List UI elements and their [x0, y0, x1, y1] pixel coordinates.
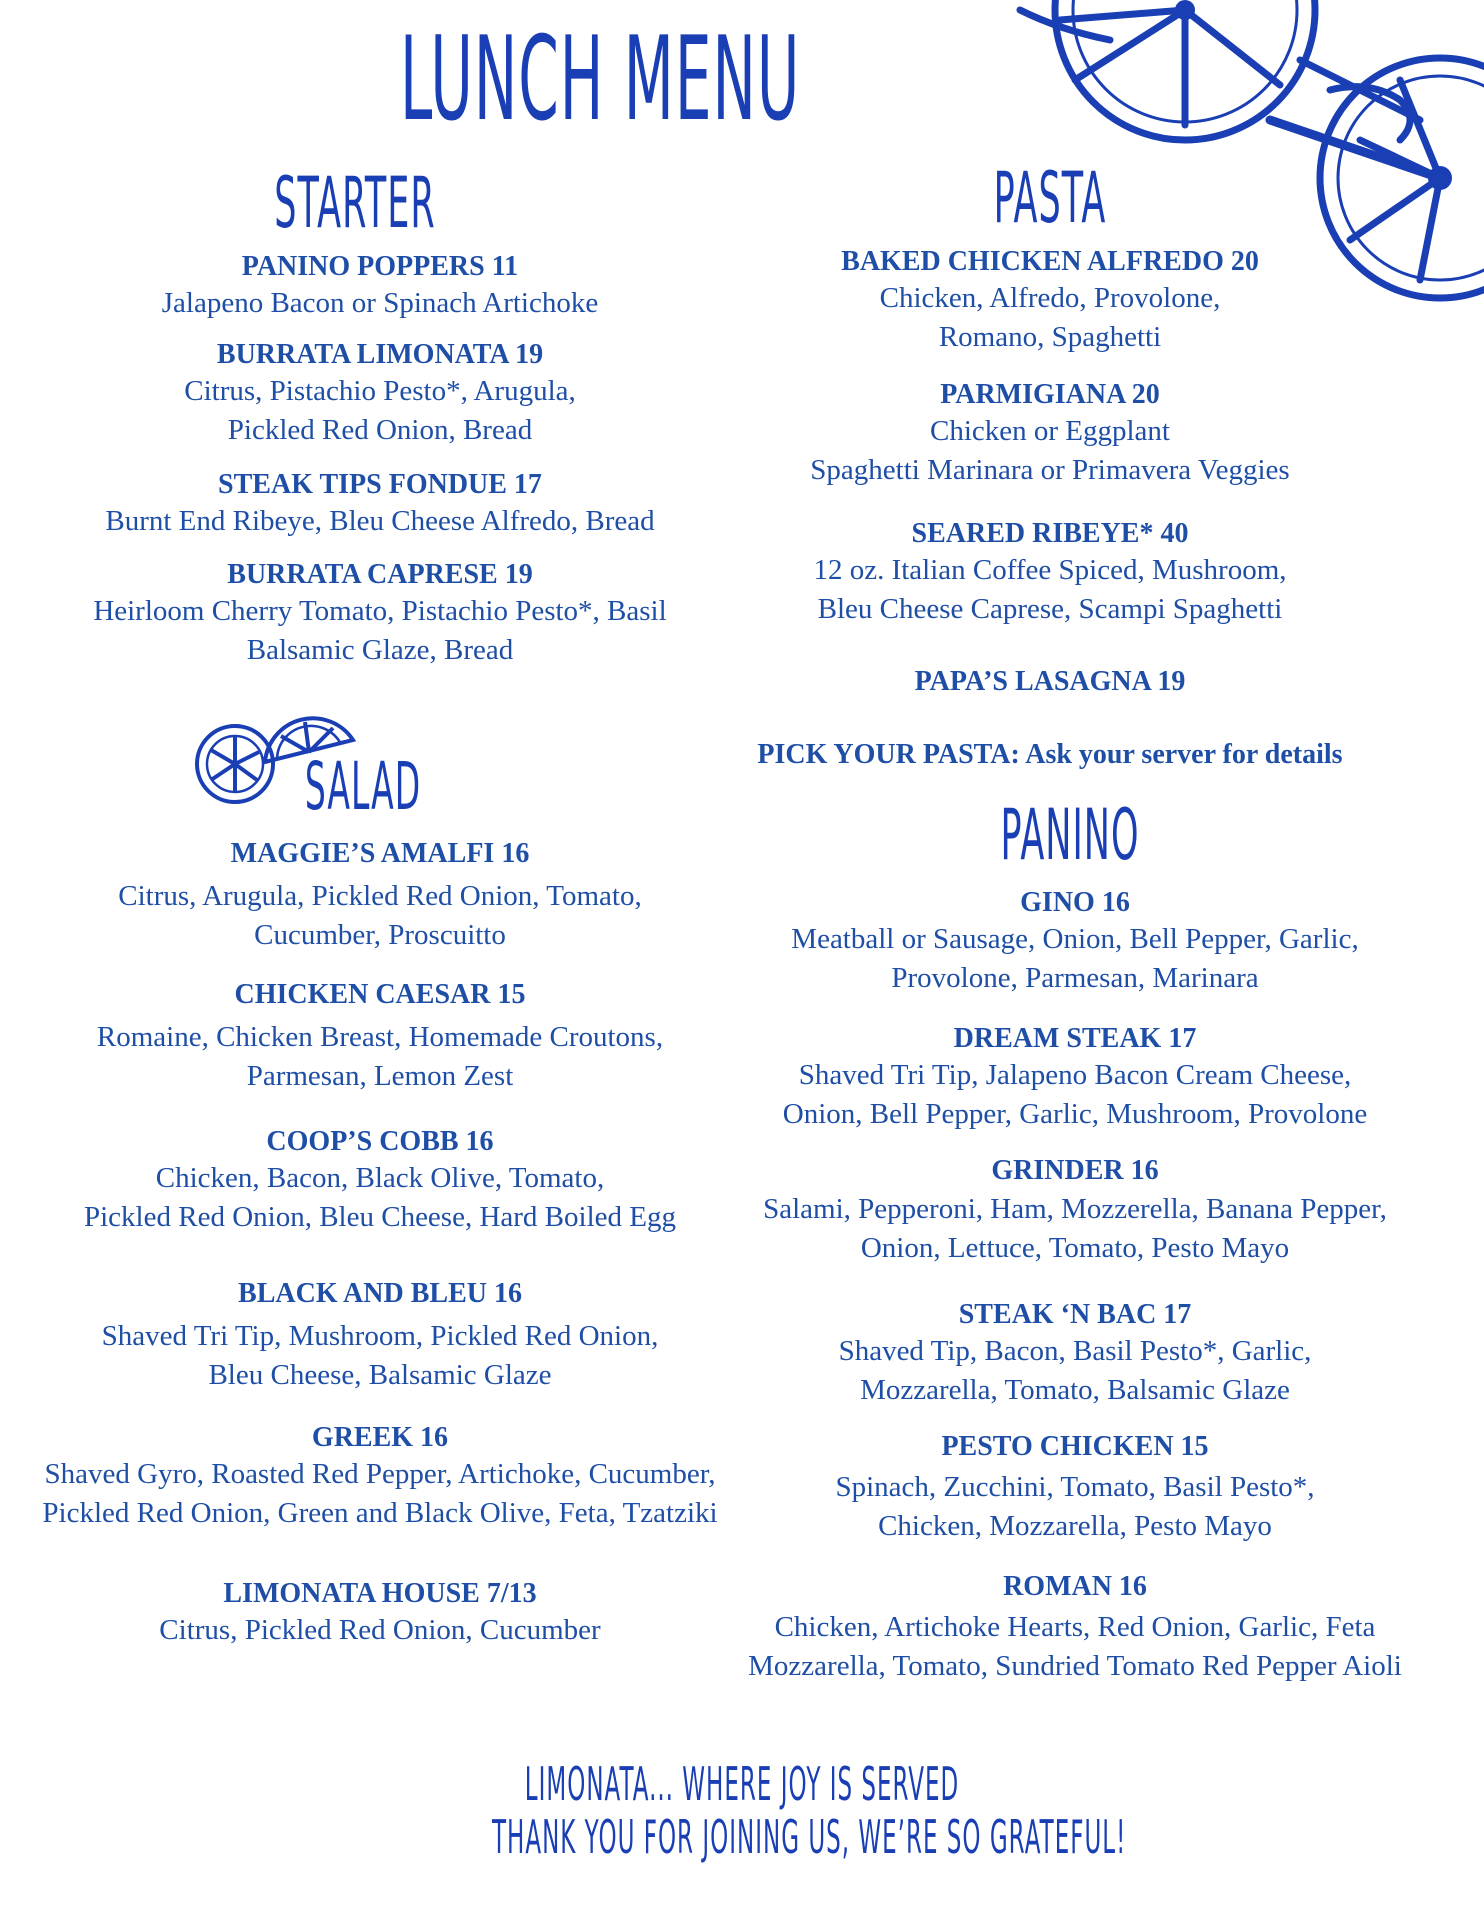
item-name: MAGGIE’S AMALFI 16 — [230, 838, 530, 869]
item-desc: Burnt End Ribeye, Bleu Cheese Alfredo, Bread — [105, 505, 655, 537]
section-heading-starter: STARTER — [274, 162, 436, 244]
item-desc: Cucumber, Proscuitto — [254, 919, 506, 951]
footer-tagline: LIMONATA... WHERE JOY IS SERVED — [524, 1757, 960, 1811]
menu-item — [30, 1277, 730, 1395]
item-name: STEAK TIPS FONDUE 17 — [218, 469, 542, 500]
item-desc: Onion, Bell Pepper, Garlic, Mushroom, Provolone — [782, 1098, 1368, 1130]
page-title: LUNCH MENU — [400, 12, 801, 147]
item-name: PICK YOUR PASTA: Ask your server for details — [757, 739, 1343, 770]
item-name: ROMAN 16 — [1003, 1571, 1147, 1602]
menu-item — [745, 886, 1405, 998]
item-desc: Chicken, Artichoke Hearts, Red Onion, Garlic, Feta — [774, 1611, 1376, 1643]
item-desc: Bleu Cheese Caprese, Scampi Spaghetti — [817, 593, 1283, 625]
item-desc: Romano, Spaghetti — [938, 321, 1162, 353]
item-desc: Shaved Gyro, Roasted Red Pepper, Artichoke, Cucumber, — [44, 1458, 716, 1490]
section-heading-salad: SALAD — [304, 748, 422, 825]
item-desc: Chicken, Alfredo, Provolone, — [879, 282, 1221, 314]
menu-item — [30, 1125, 730, 1237]
item-desc: Citrus, Arugula, Pickled Red Onion, Tomato, — [118, 880, 642, 912]
menu-item — [745, 1298, 1405, 1410]
menu-item — [730, 245, 1370, 357]
item-name: DREAM STEAK 17 — [953, 1023, 1197, 1054]
menu-item — [50, 558, 710, 670]
menu-item — [30, 1577, 730, 1650]
item-name: PANINO POPPERS 11 — [241, 251, 519, 282]
item-desc: Mozzarella, Tomato, Sundried Tomato Red Pepper Aioli — [748, 1650, 1402, 1682]
menu-item — [50, 250, 710, 323]
menu-item — [745, 1022, 1405, 1134]
menu-item — [50, 338, 710, 450]
item-name: BAKED CHICKEN ALFREDO 20 — [841, 246, 1259, 277]
item-name: GREEK 16 — [311, 1422, 449, 1453]
footer-thanks: THANK YOU FOR JOINING US, WE’RE SO GRATEFUL! — [492, 1810, 1127, 1864]
item-desc: 12 oz. Italian Coffee Spiced, Mushroom, — [813, 554, 1287, 586]
item-name: COOP’S COBB 16 — [266, 1126, 494, 1157]
item-desc: Meatball or Sausage, Onion, Bell Pepper, Garlic, — [791, 923, 1359, 955]
item-desc: Mozzarella, Tomato, Balsamic Glaze — [860, 1374, 1290, 1406]
menu-item — [730, 665, 1370, 699]
section-heading-pasta: PASTA — [993, 157, 1107, 239]
menu-item — [730, 517, 1370, 629]
item-desc: Shaved Tip, Bacon, Basil Pesto*, Garlic, — [838, 1335, 1312, 1367]
item-desc: Parmesan, Lemon Zest — [246, 1060, 514, 1092]
menu-item — [30, 1421, 730, 1533]
item-desc: Bleu Cheese, Balsamic Glaze — [208, 1359, 552, 1391]
item-name: STEAK ‘N BAC 17 — [958, 1299, 1192, 1330]
item-desc: Shaved Tri Tip, Mushroom, Pickled Red Onion, — [101, 1320, 659, 1352]
item-name: BURRATA CAPRESE 19 — [227, 559, 533, 590]
item-desc: Chicken, Bacon, Black Olive, Tomato, — [155, 1162, 605, 1194]
item-desc: Chicken, Mozzarella, Pesto Mayo — [878, 1510, 1272, 1542]
menu-item — [745, 1570, 1405, 1686]
item-name: PESTO CHICKEN 15 — [941, 1431, 1209, 1462]
item-desc: Pickled Red Onion, Bread — [227, 414, 533, 446]
menu-item — [745, 1430, 1405, 1546]
item-desc: Balsamic Glaze, Bread — [246, 634, 514, 666]
item-name: BLACK AND BLEU 16 — [238, 1278, 522, 1309]
section-heading-panino: PANINO — [1000, 794, 1140, 876]
item-desc: Citrus, Pickled Red Onion, Cucumber — [159, 1614, 601, 1646]
item-desc: Salami, Pepperoni, Ham, Mozzerella, Banana Pepper, — [763, 1193, 1387, 1225]
item-desc: Spinach, Zucchini, Tomato, Basil Pesto*, — [835, 1471, 1315, 1503]
menu-item — [745, 1154, 1405, 1268]
item-name: PARMIGIANA 20 — [940, 379, 1160, 410]
item-desc: Romaine, Chicken Breast, Homemade Croutons, — [96, 1021, 664, 1053]
item-desc: Onion, Lettuce, Tomato, Pesto Mayo — [860, 1232, 1290, 1264]
item-name: BURRATA LIMONATA 19 — [216, 339, 544, 370]
menu-item — [30, 978, 730, 1096]
item-name: SEARED RIBEYE* 40 — [911, 518, 1189, 549]
item-desc: Jalapeno Bacon or Spinach Artichoke — [161, 287, 599, 319]
item-desc: Pickled Red Onion, Bleu Cheese, Hard Boiled Egg — [84, 1201, 676, 1233]
menu-item — [730, 738, 1370, 772]
item-name: GINO 16 — [1020, 887, 1130, 918]
item-desc: Provolone, Parmesan, Marinara — [891, 962, 1259, 994]
item-name: CHICKEN CAESAR 15 — [234, 979, 526, 1010]
item-desc: Heirloom Cherry Tomato, Pistachio Pesto*, Basil — [93, 595, 667, 627]
item-desc: Chicken or Eggplant — [929, 415, 1170, 447]
menu-item — [50, 468, 710, 541]
item-name: LIMONATA HOUSE 7/13 — [223, 1578, 537, 1609]
item-desc: Spaghetti Marinara or Primavera Veggies — [810, 454, 1290, 486]
item-name: PAPA’S LASAGNA 19 — [914, 666, 1186, 697]
menu-item — [30, 837, 730, 955]
item-desc: Citrus, Pistachio Pesto*, Arugula, — [184, 375, 576, 407]
item-desc: Pickled Red Onion, Green and Black Olive, Feta, Tzatziki — [42, 1497, 718, 1529]
item-desc: Shaved Tri Tip, Jalapeno Bacon Cream Cheese, — [798, 1059, 1352, 1091]
item-name: GRINDER 16 — [991, 1155, 1159, 1186]
menu-item — [730, 378, 1370, 490]
